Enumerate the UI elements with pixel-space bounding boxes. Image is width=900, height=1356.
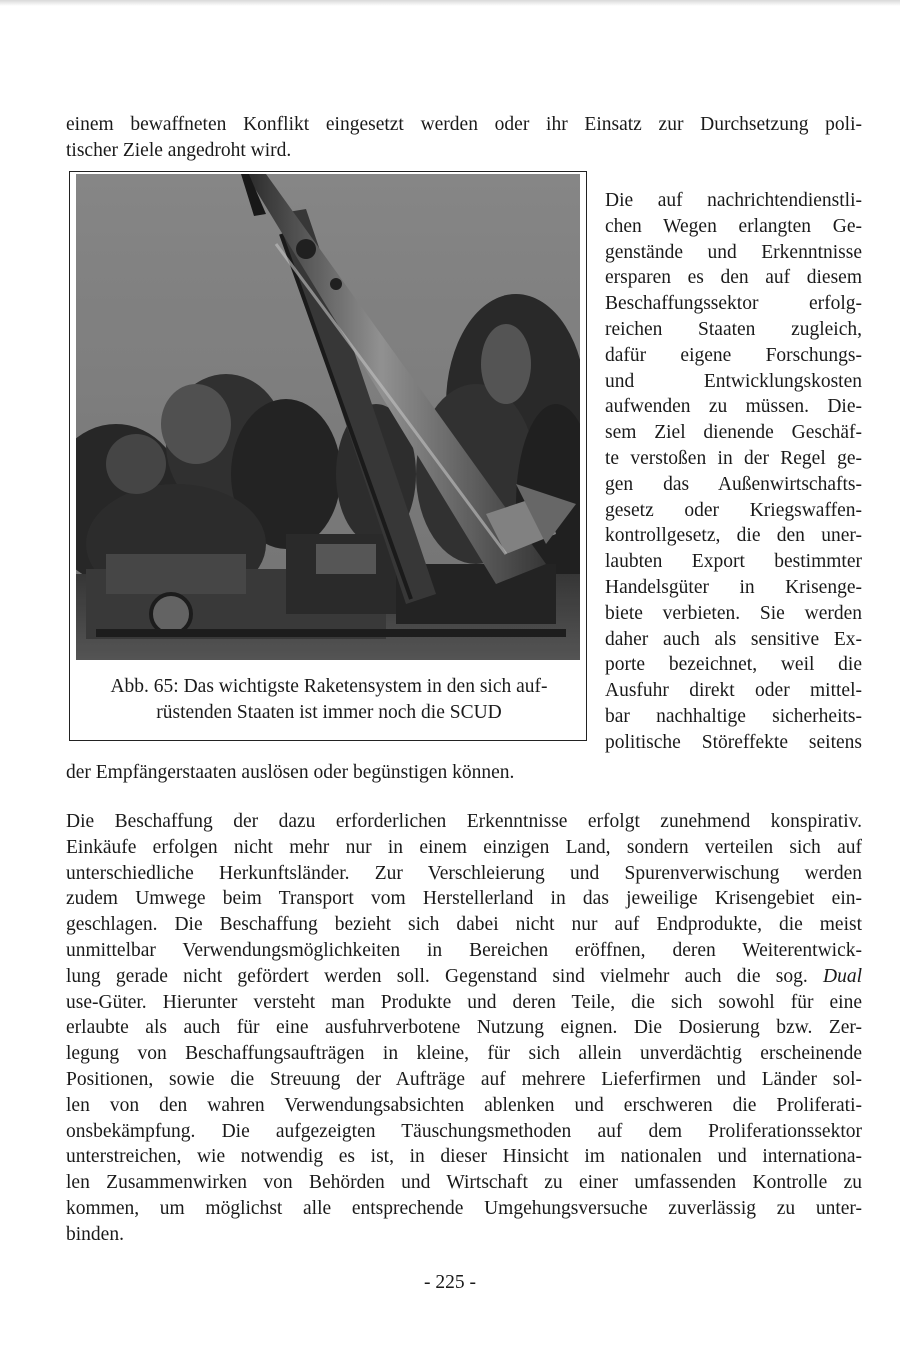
side-line: porte bezeichnet, weil die — [605, 654, 862, 676]
side-line: Beschaffungssektor erfolg- — [605, 293, 862, 315]
side-line: daher auch als sensitive Ex- — [605, 628, 862, 650]
body-paragraph — [66, 809, 862, 1248]
body-line: erlaubte als auch für eine ausfuhrverbotene Nutzung eignen. Die Dosierung bzw. Zer- — [66, 1017, 862, 1039]
side-line: gesetz oder Kriegswaffen- — [605, 499, 862, 521]
side-line: Ausfuhr direkt oder mittel- — [605, 680, 862, 702]
figure-box — [69, 171, 587, 741]
side-column — [605, 188, 862, 756]
side-line: laubten Export bestimmter — [605, 551, 862, 573]
side-line: biete verbieten. Sie werden — [605, 602, 862, 624]
side-line: chen Wegen erlangten Ge- — [605, 215, 862, 237]
scud-missile-photo — [76, 174, 580, 660]
body-line: Positionen, sowie die Streuung der Aufträge auf mehrere Lieferfirmen und Länder sol- — [66, 1068, 862, 1090]
body-line: binden. — [66, 1223, 124, 1245]
figure-caption — [70, 674, 588, 726]
side-line: Handelsgüter in Krisenge- — [605, 576, 862, 598]
side-line: te verstoßen in der Regel ge- — [605, 447, 862, 469]
intro-line: einem bewaffneten Konflikt eingesetzt werden oder ihr Einsatz zur Durchsetzung poli- — [66, 114, 862, 135]
side-line: bar nachhaltige sicherheits- — [605, 705, 862, 727]
page-top-edge — [0, 0, 900, 6]
body-line: unterschiedliche Herkunftsländer. Zur Verschleierung und Spurenverwischung werden — [66, 862, 862, 884]
body-line: use-Güter. Hierunter versteht man Produkte und deren Teile, die sich sowohl für eine — [66, 991, 862, 1013]
body-line: len Zusammenwirken von Behörden und Wirtschaft zu einer umfassenden Kontrolle zu — [66, 1172, 862, 1194]
side-line: genstände und Erkenntnisse — [605, 241, 862, 263]
side-line: Die auf nachrichtendienstli- — [605, 190, 862, 211]
side-line: gen das Außenwirtschafts- — [605, 473, 862, 495]
page-number: - 225 - — [424, 1272, 476, 1293]
body-line: geschlagen. Die Beschaffung bezieht sich dabei nicht nur auf Endprodukte, die meist — [66, 914, 862, 936]
side-line: dafür eigene Forschungs- — [605, 344, 862, 366]
body-line: Die Beschaffung der dazu erforderlichen Erkenntnisse erfolgt zunehmend konspirativ. — [66, 811, 862, 832]
intro-paragraph — [66, 112, 862, 164]
side-line: reichen Staaten zugleich, — [605, 318, 862, 340]
body-line-text: lung gerade nicht gefördert werden soll. Gegenstand sind vielmehr auch die sog. — [66, 965, 808, 987]
body-line: zudem Umwege beim Transport vom Herstellerland in das jeweilige Krisengebiet ein- — [66, 888, 862, 910]
side-line: kontrollgesetz, die den uner- — [605, 525, 862, 547]
body-line: Einkäufe erfolgen nicht mehr nur in einem einzigen Land, sondern verteilen sich auf — [66, 836, 862, 858]
intro-line: tischer Ziele angedroht wird. — [66, 139, 292, 161]
italic-term-dual: Dual — [823, 965, 863, 987]
body-line — [66, 964, 862, 990]
side-line: und Entwicklungskosten — [605, 370, 862, 392]
caption-line: rüstenden Staaten ist immer noch die SCUD — [156, 701, 502, 723]
body-line: unmittelbar Verwendungsmöglichkeiten in Bereichen eröffnen, deren Weiterentwick- — [66, 939, 862, 961]
body-line: kommen, um möglichst alle entsprechende Umgehungsversuche zuverlässig zu unter- — [66, 1197, 862, 1219]
side-line: sem Ziel dienende Geschäf- — [605, 422, 862, 444]
body-line: unterstreichen, wie notwendig es ist, in dieser Hinsicht im nationalen und internationa- — [66, 1146, 862, 1168]
body-line: legung von Beschaffungsaufträgen in kleine, für sich allein unverdächtig erscheinende — [66, 1043, 862, 1065]
body-line: len von den wahren Verwendungsabsichten ablenken und erschweren die Proliferati- — [66, 1094, 862, 1116]
after-figure-line: der Empfängerstaaten auslösen oder begünstigen können. — [66, 762, 515, 783]
body-line: onsbekämpfung. Die aufgezeigten Täuschungsmethoden auf dem Proliferationssektor — [66, 1120, 862, 1142]
side-line: aufwenden zu müssen. Die- — [605, 396, 862, 418]
side-line: politische Störeffekte seitens — [605, 731, 862, 753]
scud-photo-drawing — [76, 174, 580, 660]
caption-line: Abb. 65: Das wichtigste Raketensystem in den sich auf- — [110, 676, 548, 697]
side-line: ersparen es den auf diesem — [605, 267, 862, 289]
